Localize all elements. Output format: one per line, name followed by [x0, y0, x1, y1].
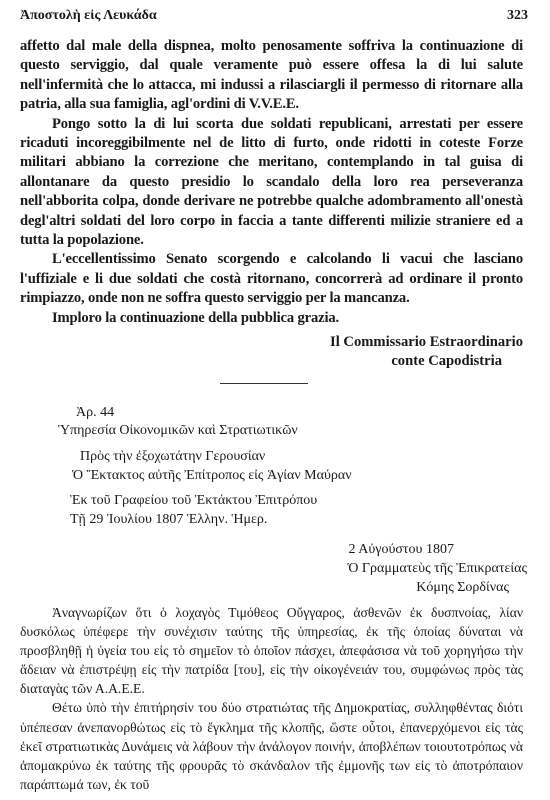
greek-signature-title: Ὁ Γραμματεὺς τῆς Ἐπικρατείας	[347, 561, 527, 576]
page-number: 323	[507, 8, 528, 23]
document-number: Ἀρ. 44	[76, 405, 115, 420]
italian-signature-name: conte Capodistria	[391, 353, 502, 369]
addressee-line-1: Πρὸς τὴν ἐξοχωτάτην Γερουσίαν	[80, 449, 266, 464]
sender-block	[70, 492, 317, 529]
section-divider	[220, 383, 308, 384]
greek-letter-body	[20, 603, 523, 794]
italian-paragraph-2: Pongo sotto la di lui scorta due soldati republicani, arrestati per essere ricaduti incoreggibilmente nel de litto di furto, onde ridotti in coteste Forze militari abbiano la correzione che meritano, contemplando in tal guisa di allontanare da questo presidio lo scandalo della loro rea perseveranza nell'abborita colpa, donde derivare ne potrebbe qualche adombramento all'onestà degl'altri soldati del loro corpo in faccia a tante differenti milizie straniere ed a tutta la popolazione.	[20, 115, 523, 249]
italian-signature-title: Il Commissario Estraordinario	[330, 334, 523, 350]
italian-paragraph-3: L'eccellentissimo Senato scorgendo e calcolando li vacui che lasciano l'uffiziale e li due soldati che costà ritornano, concorrerà ad ordinare il pronto rimpiazzo, onde non ne soffra questo serviggio per la mancanza.	[20, 251, 523, 307]
greek-paragraph-1: Ἀναγνωρίζων ὅτι ὁ λοχαγὸς Τιμόθεος Οὔγγαρος, ἀσθενῶν ἐκ δυσπνοίας, λίαν δυσκόλως ὑπέφερε τὴν συνέχισιν ταύτης τῆς ὑπηρεσίας, ἐκ τῆς ὁποίας δύναται νὰ προσβληθῇ ἡ ὑγεία του εἰς τὸ σημεῖον τὸ ὁποῖον πάσχει, ἀπεφάσισα νὰ τοῦ χορηγήσω τὴν ἄδειαν νὰ ἐπιστρέψῃ εἰς τὴν πατρίδα [του], εἰς τὴν οἰκογένειάν του, συμφώνως πρὸς τὰς διαταγὰς τῶν Α.Α.Ε.Ε.	[20, 605, 523, 697]
addressee-line-2: Ὁ Ἔκτακτος αὐτῆς Ἐπίτροπος εἰς Ἁγίαν Μαύραν	[72, 467, 352, 483]
italian-letter-body	[20, 37, 523, 328]
running-title: Ἀποστολὴ εἰς Λευκάδα	[20, 8, 157, 23]
document-subject: Ὑπηρεσία Οἰκονομικῶν καὶ Στρατιωτικῶν	[58, 423, 298, 438]
greek-signature-name: Κόμης Σορδίνας	[416, 579, 509, 595]
greek-signature-block	[347, 560, 527, 597]
document-date: 2 Αὐγούστου 1807	[348, 542, 454, 557]
addressee-block	[72, 448, 352, 485]
greek-paragraph-2: Θέτω ὑπὸ τὴν ἐπιτήρησίν του δύο στρατιώτας τῆς Δημοκρατίας, συλληφθέντας διότι ὑπέπεσαν ἀνεπανορθώτως εἰς τὸ ἔγκλημα τῆς κλοπῆς, ὥστε οὗτοι, ἐπανερχόμενοι εἰς τὰς ἐκεῖ στρατιωτικὰς Δυνάμεις νὰ λάβουν τὴν ἀνάλογον ποινήν, ἀποβλέπων τοιουτοτρόπως νὰ ἀπομακρύνω ἐκ ταύτης τῆς φρουρᾶς τὸ σκάνδαλον τῆς ἐμμονῆς των εἰς τὸ ἀποτρόπαιον παράπτωμά των, ἐκ τοῦ	[20, 700, 523, 792]
sender-line-2: Τῇ 29 Ἰουλίου 1807 Ἑλλην. Ἡμερ.	[70, 511, 268, 527]
page-header	[20, 8, 528, 28]
italian-paragraph-1: affetto dal male della dispnea, molto penosamente soffriva la continuazione di questo serviggio, dal quale veramente può essere offesa la di lui salute nell'infermità che lo attacca, mi indussi a rilasciargli il permesso di ritornare alla patria, alla sua famiglia, agl'ordini di V.V.E.E.	[20, 38, 523, 113]
sender-line-1: Ἐκ τοῦ Γραφείου τοῦ Ἐκτάκτου Ἐπιτρόπου	[70, 493, 318, 508]
italian-paragraph-4: Imploro la continuazione della pubblica grazia.	[52, 309, 340, 326]
